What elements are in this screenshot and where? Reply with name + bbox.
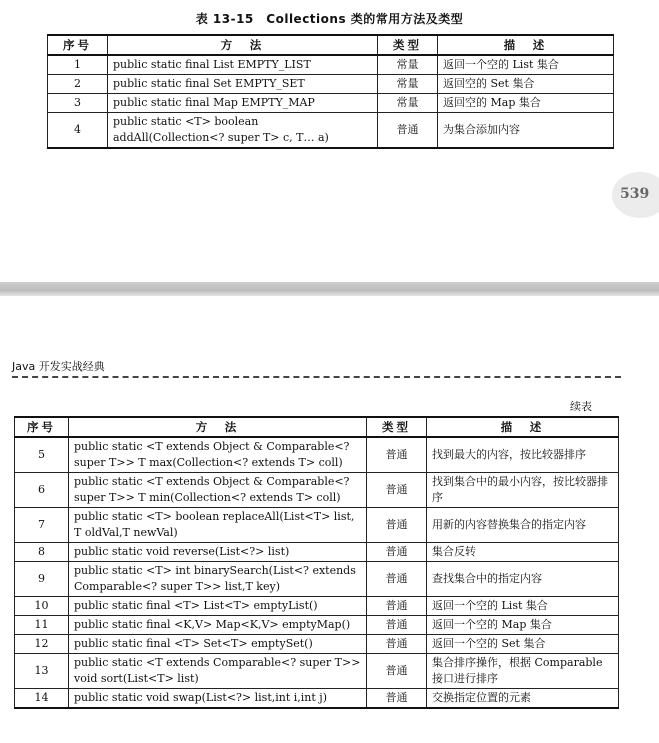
cell-description: 找到最大的内容，按比较器排序 <box>427 437 619 473</box>
cell-number: 2 <box>48 75 108 94</box>
top-page <box>0 0 659 282</box>
cell-description: 返回一个空的 Map 集合 <box>427 616 619 635</box>
cell-description: 查找集合中的指定内容 <box>427 562 619 597</box>
cell-description: 找到集合中的最小内容，按比较器排序 <box>427 473 619 508</box>
cell-type: 普通 <box>367 473 427 508</box>
methods-table-part-2 <box>14 416 619 709</box>
cell-type: 普通 <box>367 597 427 616</box>
table-row <box>15 597 619 616</box>
cell-description: 集合反转 <box>427 543 619 562</box>
table-header-row <box>48 35 614 55</box>
cell-method: public static <T> boolean addAll(Collection<? super T> c, T… a) <box>108 113 378 149</box>
cell-description: 交换指定位置的元素 <box>427 689 619 709</box>
cell-method: public static void reverse(List<?> list) <box>69 543 367 562</box>
header-number: 序号 <box>15 417 69 437</box>
cell-type: 普通 <box>367 543 427 562</box>
cell-type: 常量 <box>378 55 438 75</box>
cell-number: 8 <box>15 543 69 562</box>
cell-number: 9 <box>15 562 69 597</box>
running-head-rule <box>12 376 621 378</box>
header-method: 方 法 <box>108 35 378 55</box>
cell-description: 用新的内容替换集合的指定内容 <box>427 508 619 543</box>
continued-label: 续表 <box>570 400 592 413</box>
cell-description: 返回一个空的 List 集合 <box>438 55 614 75</box>
header-type: 类型 <box>378 35 438 55</box>
cell-type: 普通 <box>367 508 427 543</box>
cell-number: 1 <box>48 55 108 75</box>
methods-table-part-1 <box>47 34 614 149</box>
table-row <box>15 654 619 689</box>
header-description: 描 述 <box>438 35 614 55</box>
table-row <box>15 508 619 543</box>
table-title: 表 13-15 Collections 类的常用方法及类型 <box>195 12 464 26</box>
page-number: 539 <box>620 186 650 202</box>
page-divider <box>0 282 659 296</box>
cell-type: 普通 <box>367 562 427 597</box>
cell-number: 4 <box>48 113 108 149</box>
cell-method: public static <T> boolean replaceAll(List<T> list, T oldVal,T newVal) <box>69 508 367 543</box>
cell-type: 普通 <box>367 616 427 635</box>
cell-number: 10 <box>15 597 69 616</box>
cell-method: public static <T extends Object & Comparable<? super T>> T min(Collection<? extends T> coll) <box>69 473 367 508</box>
cell-method: public static final <K,V> Map<K,V> emptyMap() <box>69 616 367 635</box>
header-description: 描 述 <box>427 417 619 437</box>
cell-number: 11 <box>15 616 69 635</box>
cell-description: 为集合添加内容 <box>438 113 614 149</box>
cell-type: 普通 <box>367 689 427 709</box>
table-row <box>48 55 614 75</box>
header-number: 序号 <box>48 35 108 55</box>
cell-number: 7 <box>15 508 69 543</box>
cell-number: 3 <box>48 94 108 113</box>
cell-description: 集合排序操作，根据 Comparable 接口进行排序 <box>427 654 619 689</box>
table-row <box>48 94 614 113</box>
table-row <box>15 689 619 709</box>
cell-method: public static final Set EMPTY_SET <box>108 75 378 94</box>
cell-method: public static <T extends Comparable<? super T>> void sort(List<T> list) <box>69 654 367 689</box>
running-head: Java 开发实战经典 <box>12 360 105 373</box>
cell-number: 13 <box>15 654 69 689</box>
bottom-page <box>0 296 659 743</box>
cell-description: 返回空的 Map 集合 <box>438 94 614 113</box>
table-row <box>15 543 619 562</box>
cell-method: public static final <T> Set<T> emptySet() <box>69 635 367 654</box>
header-type: 类型 <box>367 417 427 437</box>
table-row <box>48 113 614 149</box>
cell-method: public static <T> int binarySearch(List<? extends Comparable<? super T>> list,T key) <box>69 562 367 597</box>
cell-method: public static final Map EMPTY_MAP <box>108 94 378 113</box>
cell-number: 14 <box>15 689 69 709</box>
table-row <box>15 437 619 473</box>
cell-type: 普通 <box>367 654 427 689</box>
cell-description: 返回一个空的 List 集合 <box>427 597 619 616</box>
cell-type: 常量 <box>378 75 438 94</box>
cell-method: public static final List EMPTY_LIST <box>108 55 378 75</box>
table-row <box>15 562 619 597</box>
cell-method: public static void swap(List<?> list,int i,int j) <box>69 689 367 709</box>
cell-type: 普通 <box>367 635 427 654</box>
table-row <box>15 473 619 508</box>
cell-type: 常量 <box>378 94 438 113</box>
cell-type: 普通 <box>378 113 438 149</box>
table-row <box>48 75 614 94</box>
header-method: 方 法 <box>69 417 367 437</box>
cell-number: 6 <box>15 473 69 508</box>
cell-description: 返回一个空的 Set 集合 <box>427 635 619 654</box>
cell-number: 5 <box>15 437 69 473</box>
cell-description: 返回空的 Set 集合 <box>438 75 614 94</box>
cell-number: 12 <box>15 635 69 654</box>
table-row <box>15 635 619 654</box>
table-header-row <box>15 417 619 437</box>
cell-method: public static final <T> List<T> emptyList() <box>69 597 367 616</box>
table-row <box>15 616 619 635</box>
cell-type: 普通 <box>367 437 427 473</box>
cell-method: public static <T extends Object & Comparable<? super T>> T max(Collection<? extends T> coll) <box>69 437 367 473</box>
